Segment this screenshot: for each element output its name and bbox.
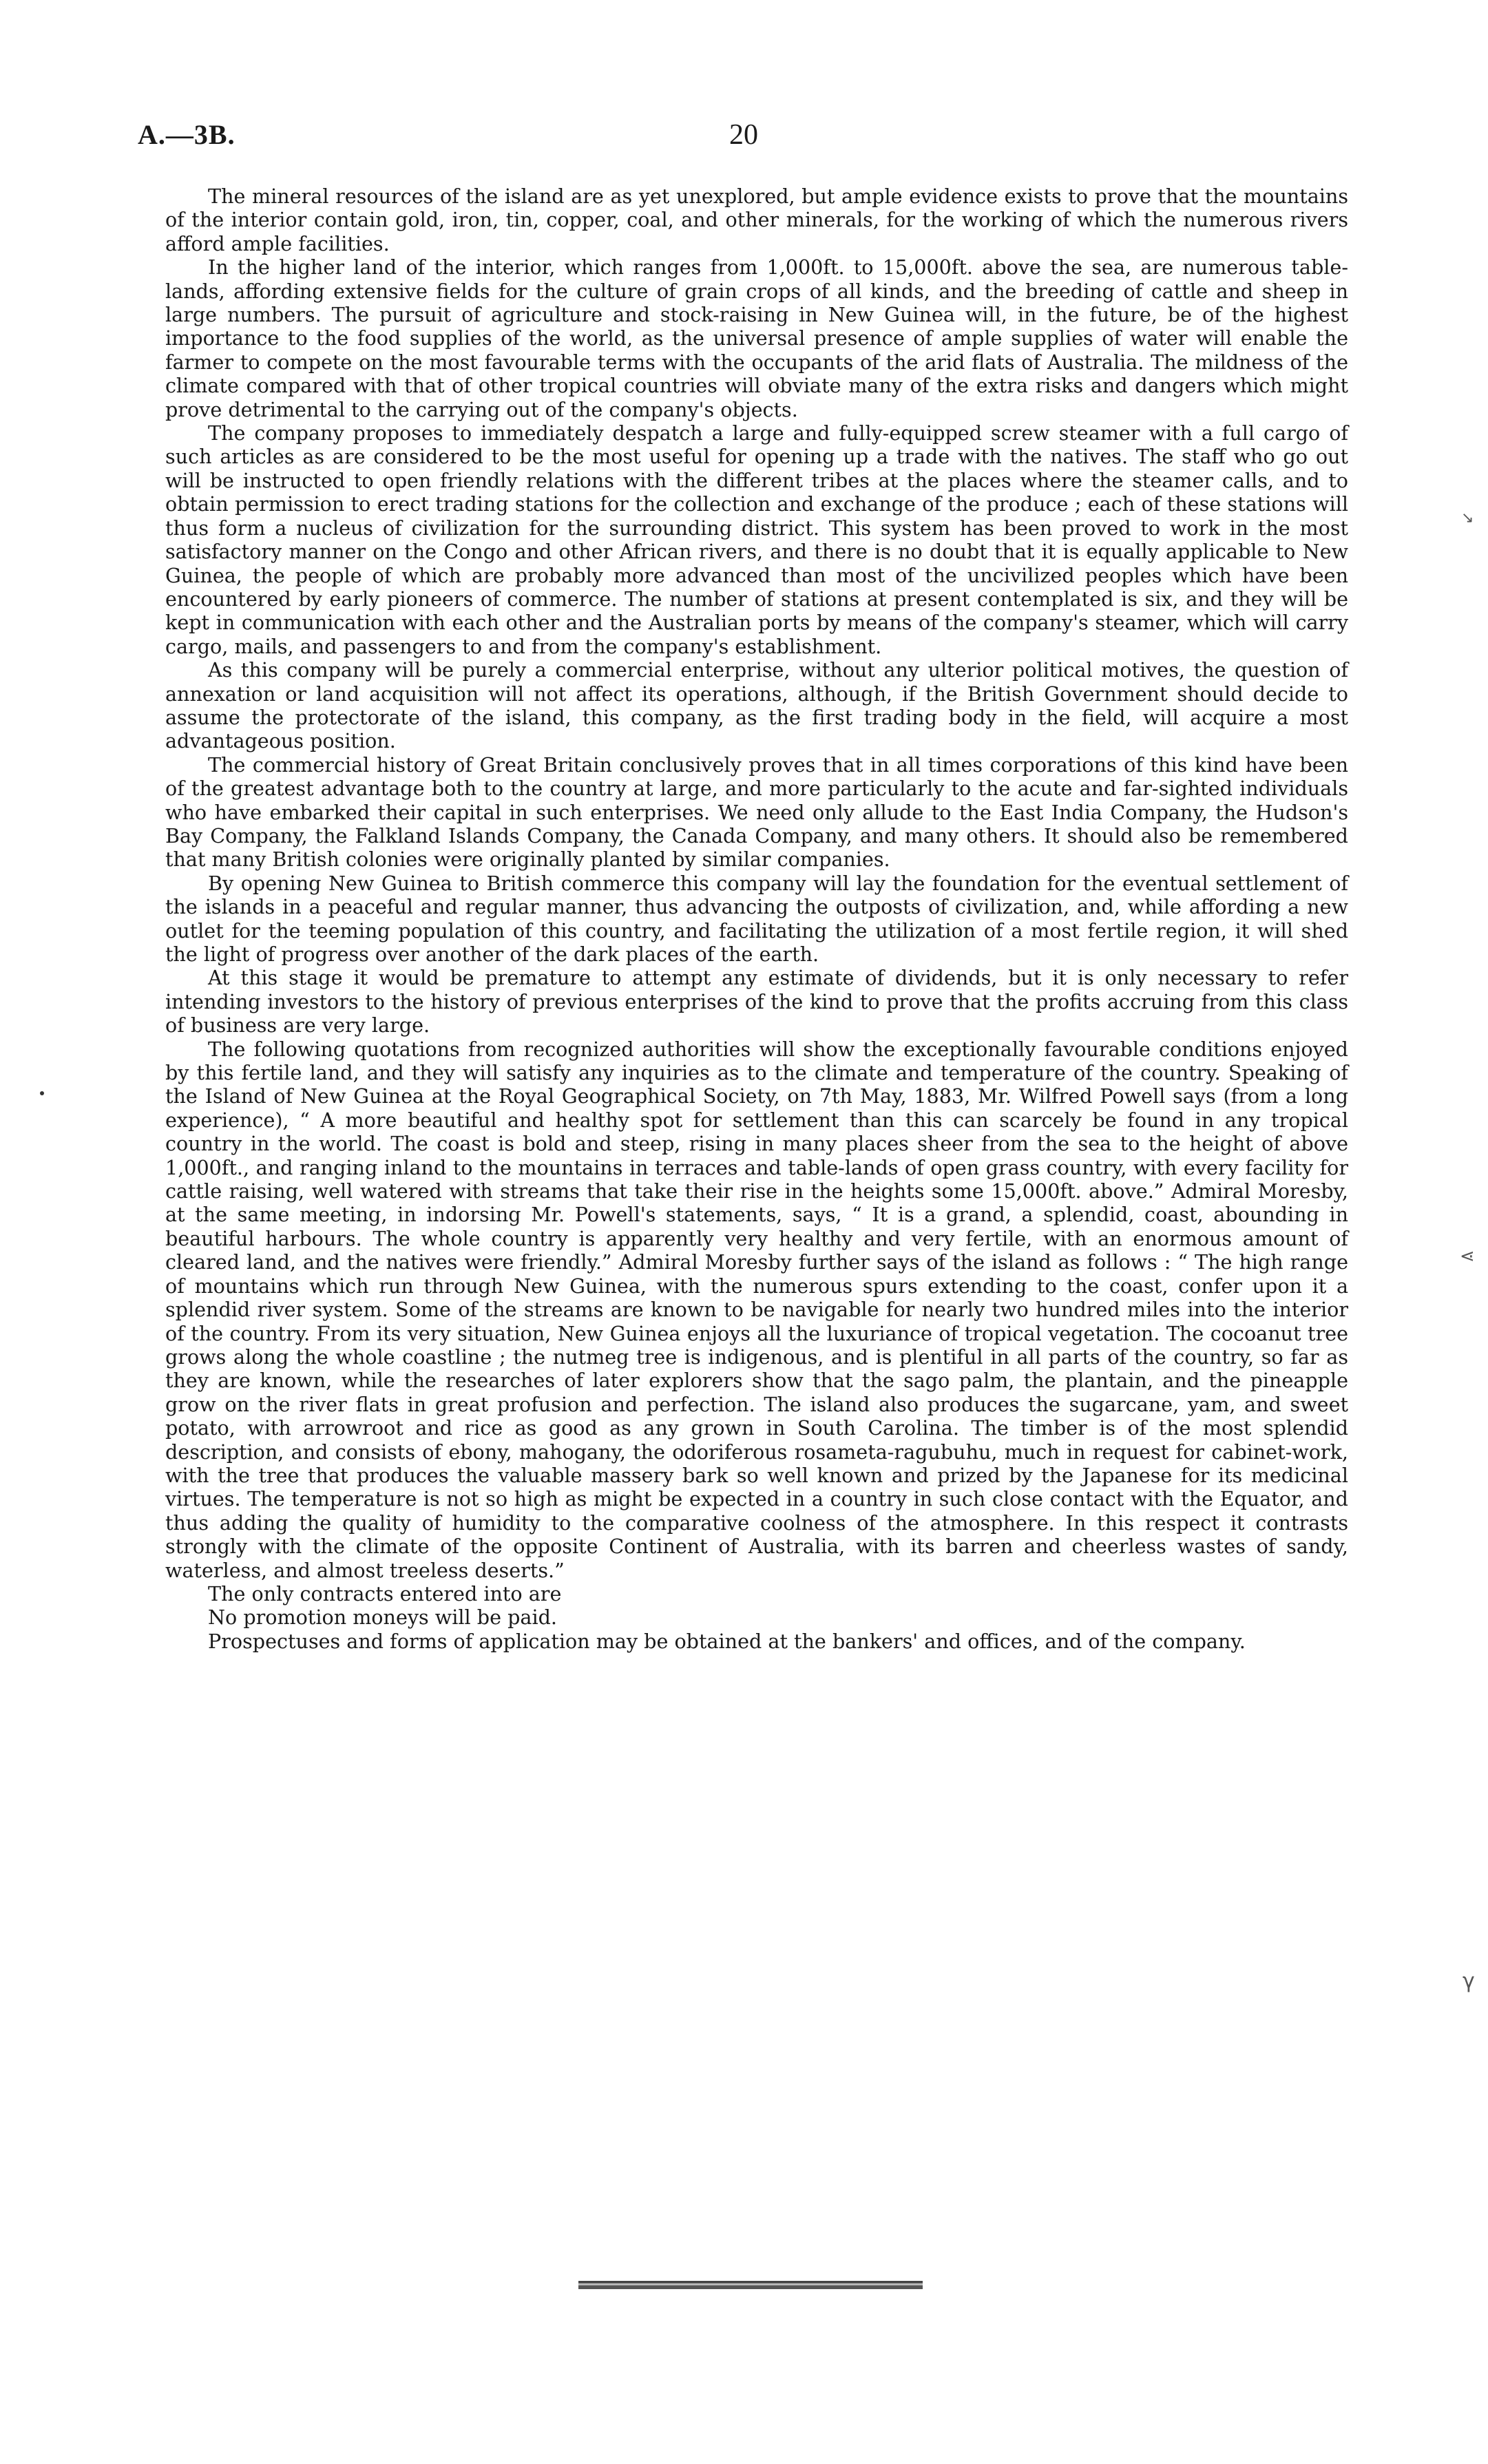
- paragraph-commercial-enterprise: As this company will be purely a commercial enterprise, without any ulterior political motives, the question of annexation or land acquisition will not affect its operations, although, if the British Government should decide to assume the protectorate of the island, this company, as the first trading body in the field, will acquire a most advantageous position.: [165, 658, 1348, 753]
- paragraph-higher-land: In the higher land of the interior, which ranges from 1,000ft. to 15,000ft. above the sea, are numerous table-lands, affording extensive fields for the culture of grain crops of all kinds, and the breeding of cattle and sheep in large numbers. The pursuit of agriculture and stock-raising in New Guinea will, in the future, be of the highest importance to the food supplies of the world, as the universal presence of ample supplies of water will enable the farmer to compete on the most favourable terms with the occupants of the arid flats of Australia. The mildness of the climate compared with that of other tropical countries will obviate many of the extra risks and dangers which might prove detrimental to the carrying out of the company's objects.: [165, 255, 1348, 421]
- paragraph-promotion-moneys: No promotion moneys will be paid.: [208, 1605, 557, 1630]
- margin-mark: ⋖: [1460, 1246, 1475, 1267]
- margin-mark: γ: [1463, 1969, 1475, 1993]
- paragraph-quotations: The following quotations from recognized authorities will show the exceptionally favourable conditions enjoyed by this fertile land, and they will satisfy any inquiries as to the climate and temperature of the country. Speaking of the Island of New Guinea at the Royal Geographical Society, on 7th May, 1883, Mr. Wilfred Powell says (from a long experience), “ A more beautiful and healthy spot for settlement than this can scarcely be found in any tropical country in the world. The coast is bold and steep, rising in many places sheer from the sea to the height of above 1,000ft., and ranging inland to the mountains in terraces and table-lands of open grass country, with every facility for cattle raising, well watered with streams that take their rise in the heights some 15,000ft. above.” Admiral Moresby, at the same meeting, in indorsing Mr. Powell's statements, says, “ It is a grand, a splendid, coast, abounding in beautiful harbours. The whole country is apparently very healthy and very fertile, with an enormous amount of cleared land, and the natives were friendly.” Admiral Moresby further says of the island as follows : “ The high range of mountains which run through New Guinea, with the numerous spurs extending to the coast, confer upon it a splendid river system. Some of the streams are known to be navigable for nearly two hundred miles into the interior of the country. From its very situation, New Guinea enjoys all the luxuriance of tropical vegetation. The cocoanut tree grows along the whole coastline ; the nutmeg tree is indigenous, and is plentiful in all parts of the country, so far as they are known, while the researches of later explorers show that the sago palm, the plantain, and the pineapple grow on the river flats in great profusion and perfection. The island also produces the sugarcane, yam, and sweet potato, with arrowroot and rice as good as any grown in South Carolina. The timber is of the most splendid description, and consists of ebony, mahogany, the odoriferous rosameta-ragubuhu, much in request for cabinet-work, with the tree that produces the valuable massery bark so well known and prized by the Japanese for its medicinal virtues. The temperature is not so high as might be expected in a country in such close contact with the Equator, and thus adding the quality of humidity to the comparative coolness of the atmosphere. In this respect it contrasts strongly with the climate of the opposite Continent of Australia, with its barren and cheerless wastes of sandy, waterless, and almost treeless deserts.”: [165, 1037, 1348, 1582]
- paragraph-mineral-resources: The mineral resources of the island are as yet unexplored, but ample evidence exists to prove that the mountains of the interior contain gold, iron, tin, copper, coal, and other minerals, for the working of which the numerous rivers afford ample facilities.: [165, 185, 1348, 255]
- body-text: [165, 185, 1348, 1653]
- page-number: 20: [729, 119, 758, 151]
- margin-dot: [40, 1091, 44, 1095]
- page-header: [138, 118, 1350, 160]
- paragraph-contracts: The only contracts entered into are: [208, 1581, 562, 1605]
- paragraph-opening-new-guinea: By opening New Guinea to British commerce this company will lay the foundation for the eventual settlement of the islands in a peaceful and regular manner, thus advancing the outposts of civilization, and, while affording a new outlet for the teeming population of this country, and facilitating the utilization of a most fertile region, it will shed the light of progress over another of the dark places of the earth.: [165, 871, 1348, 966]
- document-reference: A.—3B.: [138, 119, 235, 150]
- paragraph-dividends: At this stage it would be premature to attempt any estimate of dividends, but it is only necessary to refer intending investors to the history of previous enterprises of the kind to prove that the profits accruing from this class of business are very large.: [165, 966, 1348, 1038]
- paragraph-prospectuses: Prospectuses and forms of application may be obtained at the bankers' and offices, and of the company.: [208, 1629, 1246, 1653]
- margin-mark: ↘: [1461, 509, 1474, 527]
- paragraph-commercial-history: The commercial history of Great Britain conclusively proves that in all times corporations of this kind have been of the greatest advantage both to the country at large, and more particularly to the acute and far-sighted individuals who have embarked their capital in such enterprises. We need only allude to the East India Company, the Hudson's Bay Company, the Falkland Islands Company, the Canada Company, and many others. It should also be remembered that many British colonies were originally planted by similar companies.: [165, 752, 1348, 872]
- paragraph-company-proposes: The company proposes to immediately despatch a large and fully-equipped screw steamer with a full cargo of such articles as are considered to be the most useful for opening up a trade with the natives. The staff who go out will be instructed to open friendly relations with the different tribes at the places where the steamer calls, and to obtain permission to erect trading stations for the collection and exchange of the produce ; each of these stations will thus form a nucleus of civilization for the surrounding district. This system has been proved to work in the most satisfactory manner on the Congo and other African rivers, and there is no doubt that it is equally applicable to New Guinea, the people of which are probably more advanced than most of the uncivilized peoples which have been encountered by early pioneers of commerce. The number of stations at present contemplated is six, and they will be kept in communication with each other and the Australian ports by means of the company's steamer, which will carry cargo, mails, and passengers to and from the company's establishment.: [165, 421, 1348, 658]
- closing-rule: [578, 2281, 923, 2289]
